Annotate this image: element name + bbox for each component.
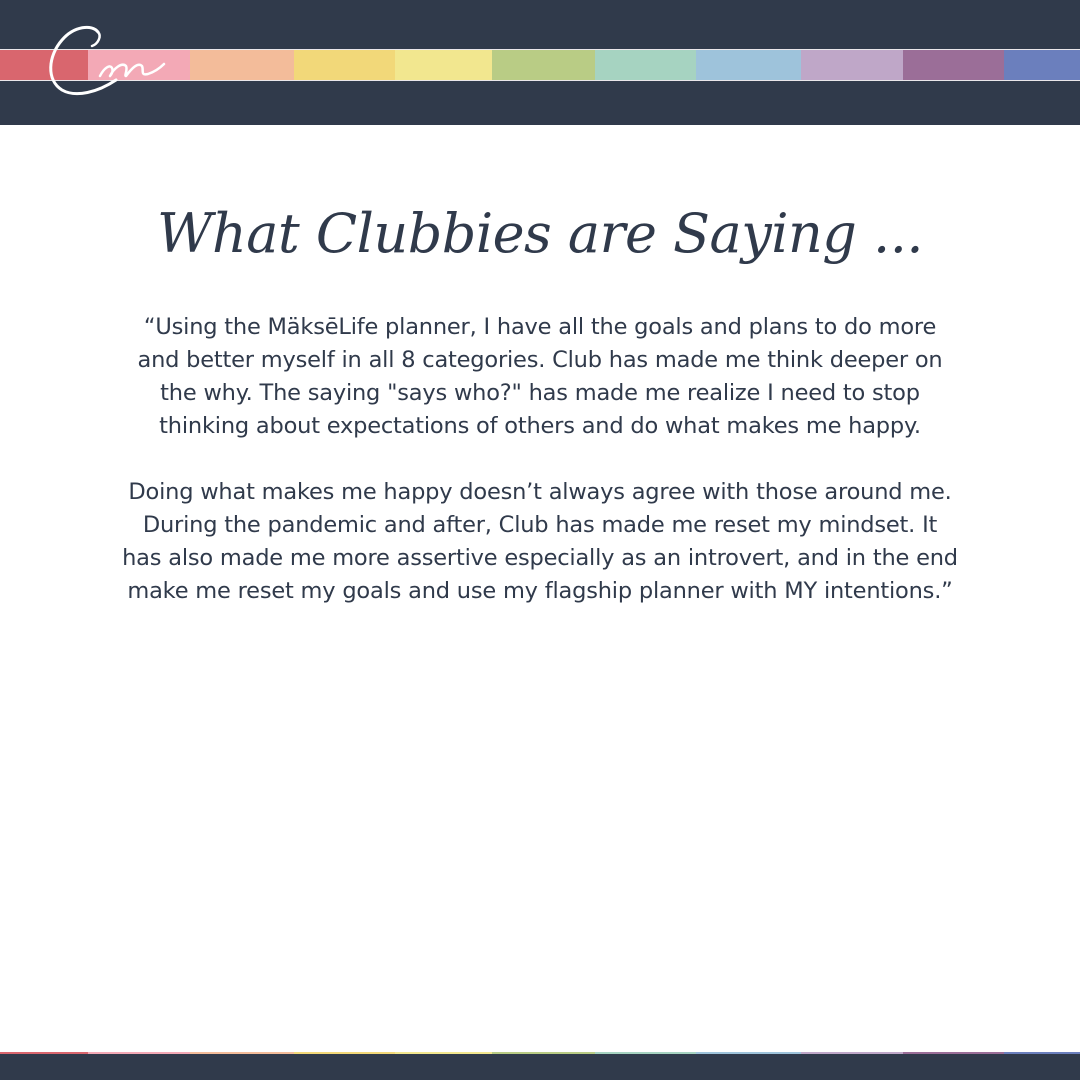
stripe-segment [395,50,492,80]
heading-container [0,190,1080,280]
stripe-segment [696,50,801,80]
testimonial-paragraph: Doing what makes me happy doesn’t always agree with those around me. During the pandemic and after, Club has made me reset my mindset. It has also made me more assertive especially as an introvert, and in the end make me reset my goals and use my flagship planner with MY intentions.” [122,479,958,604]
stripe-segment [1004,50,1080,80]
stripe-segment [903,50,1004,80]
footer-band [0,1054,1080,1080]
stripe-segment [190,50,294,80]
cm-monogram-logo [40,18,170,98]
page-title: What Clubbies are Saying ... [156,202,924,265]
testimonial-quote [120,311,960,608]
script-heading [156,190,924,280]
stripe-segment [595,50,696,80]
stripe-segment [294,50,395,80]
stripe-segment [492,50,595,80]
stripe-segment [801,50,903,80]
testimonial-paragraph: “Using the MäksēLife planner, I have all the goals and plans to do more and better myself in all 8 categories. Club has made me think deeper on the why. The saying "says who?" has made me realize I need to stop thinking about expectations of others and do what makes me happy. [137,314,943,439]
